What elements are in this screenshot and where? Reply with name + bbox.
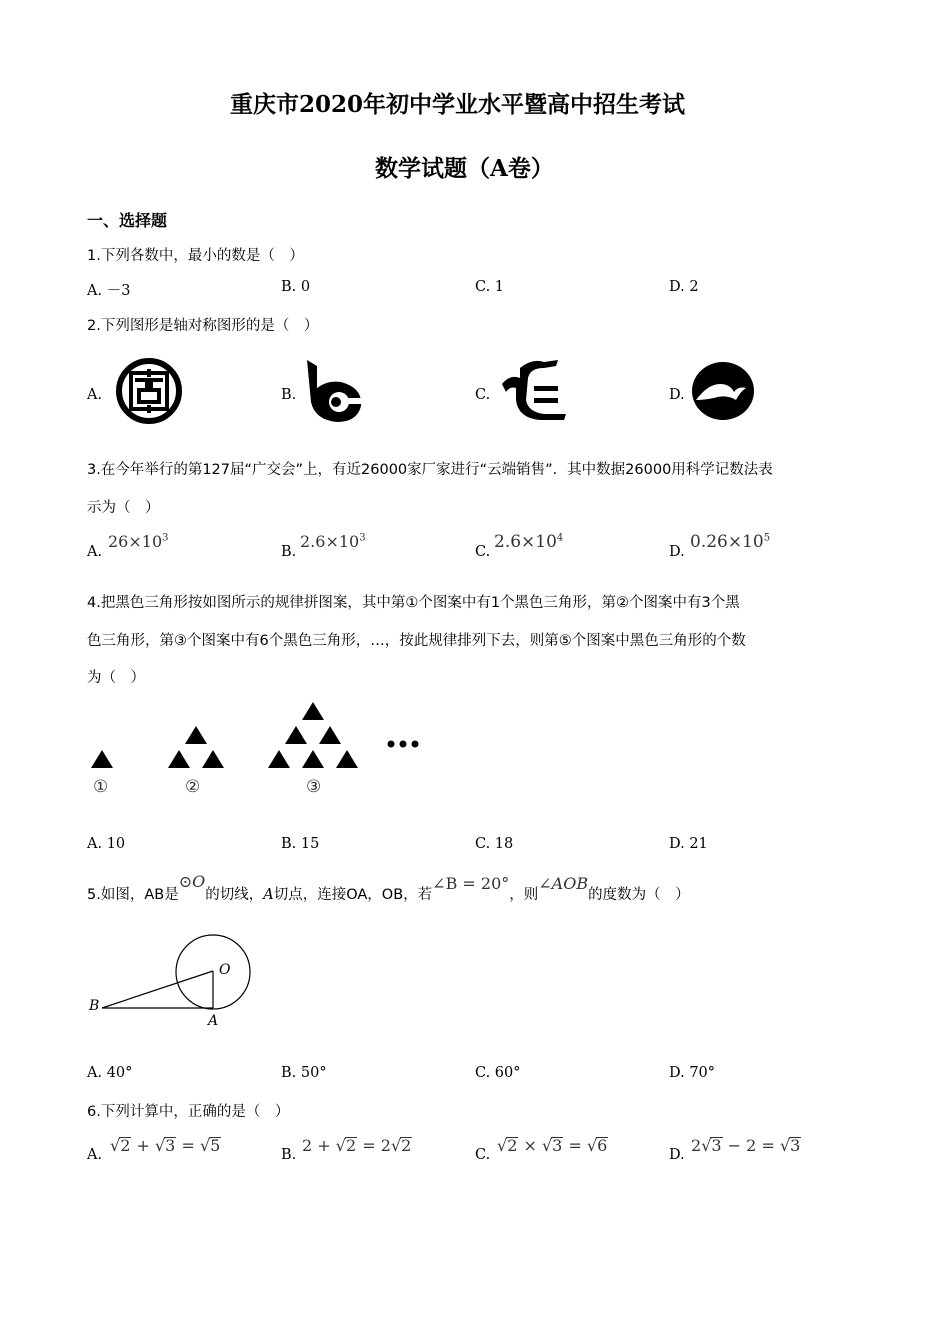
triangle-icon	[285, 726, 307, 744]
q1-stem: 1.下列各数中，最小的数是（ ）	[87, 248, 304, 264]
angle-b-expr: ∠B = 20°	[432, 874, 510, 893]
figure-label-b: B	[89, 998, 100, 1014]
triangle-icon	[185, 726, 207, 744]
figure-label-o: O	[219, 962, 231, 978]
q4-option-a: A. 10	[87, 836, 126, 852]
page-title: 重庆市2020年初中学业水平暨高中招生考试	[230, 91, 686, 118]
triangle-icon	[91, 750, 113, 768]
circle-o-symbol: ⊙O	[178, 872, 206, 891]
bank-d-logo-icon	[690, 360, 756, 422]
q3-label-d: D.	[669, 544, 685, 560]
q3-option-a: $26\times 10^3$	[108, 532, 169, 551]
triangle-icon	[202, 750, 224, 768]
q6-stem: 6.下列计算中，正确的是（ ）	[87, 1104, 290, 1120]
q1-option-a: A. －3	[87, 283, 131, 299]
q5-option-b: B. 50°	[281, 1065, 327, 1081]
q3-option-d: $0.26\times 10^5$	[690, 532, 771, 552]
q2-stem: 2.下列图形是轴对称图形的是（ ）	[87, 318, 319, 334]
q5-stem: 5.如图，AB是⊙O的切线，A切点，连接OA，OB，若∠B = 20°，则∠AOB的度数为（ ）	[87, 872, 690, 903]
q3-label-c: C.	[475, 544, 491, 560]
triangle-icon	[302, 750, 324, 768]
triangle-icon	[319, 726, 341, 744]
q3-stem-line1: 3.在今年举行的第127届“广交会”上，有近26000家厂家进行“云端销售”．其中数据26000用科学记数法表	[87, 462, 773, 478]
triangle-pattern-figure	[85, 698, 430, 803]
q4-option-b: B. 15	[281, 836, 320, 852]
q4-figure-label-1: ①	[93, 777, 109, 797]
q4-stem-line3: 为（ ）	[87, 670, 145, 686]
q4-figure-label-3: ③	[306, 777, 322, 797]
q4-figure-label-2: ②	[185, 777, 201, 797]
q1-option-b: B. 0	[281, 279, 311, 295]
q2-label-c: C.	[475, 387, 491, 403]
icbc-logo-icon	[113, 355, 185, 427]
q3-option-b: $2.6\times 10^3$	[300, 532, 366, 551]
bank-c-logo-icon	[500, 356, 570, 422]
angle-aob-expr: ∠AOB	[538, 874, 589, 893]
q4-option-c: C. 18	[475, 836, 514, 852]
q2-label-b: B.	[281, 387, 297, 403]
q5-option-c: C. 60°	[475, 1065, 521, 1081]
q4-stem-line2: 色三角形，第③个图案中有6个黑色三角形，…，按此规律排列下去，则第⑤个图案中黑色三角形的个数	[87, 633, 746, 649]
q6-option-a: √2 + √3 = √5	[110, 1136, 221, 1155]
section-title: 一、选择题	[87, 211, 168, 230]
q6-option-b: 2 + √2 = 2√2	[302, 1136, 412, 1155]
q3-option-c: $2.6\times 10^4$	[494, 532, 564, 552]
q4-option-d: D. 21	[669, 836, 708, 852]
q6-label-b: B.	[281, 1147, 297, 1163]
q3-label-a: A.	[87, 544, 103, 560]
triangle-icon	[168, 750, 190, 768]
triangle-icon	[336, 750, 358, 768]
q6-option-d: 2√3 − 2 = √3	[691, 1136, 801, 1155]
q6-label-c: C.	[475, 1147, 491, 1163]
q2-label-d: D.	[669, 387, 685, 403]
q4-stem-line1: 4.把黑色三角形按如图所示的规律拼图案，其中第①个图案中有1个黑色三角形，第②个图案中有3个黑	[87, 595, 740, 611]
q2-label-a: A.	[87, 387, 103, 403]
q5-option-a: A. 40°	[87, 1065, 133, 1081]
q3-label-b: B.	[281, 544, 297, 560]
triangle-icon	[268, 750, 290, 768]
q1-option-d: D. 2	[669, 279, 699, 295]
page-subtitle: 数学试题（A卷）	[375, 155, 554, 182]
q6-label-d: D.	[669, 1147, 685, 1163]
q6-label-a: A.	[87, 1147, 103, 1163]
q3-stem-line2: 示为（ ）	[87, 500, 160, 516]
tangent-circle-figure	[85, 925, 260, 1035]
q1-option-c: C. 1	[475, 279, 505, 295]
q5-option-d: D. 70°	[669, 1065, 716, 1081]
bank-b-logo-icon	[303, 358, 367, 424]
q6-option-c: √2 × √3 = √6	[497, 1136, 608, 1155]
triangle-icon	[302, 702, 324, 720]
figure-label-a: A	[208, 1013, 219, 1029]
